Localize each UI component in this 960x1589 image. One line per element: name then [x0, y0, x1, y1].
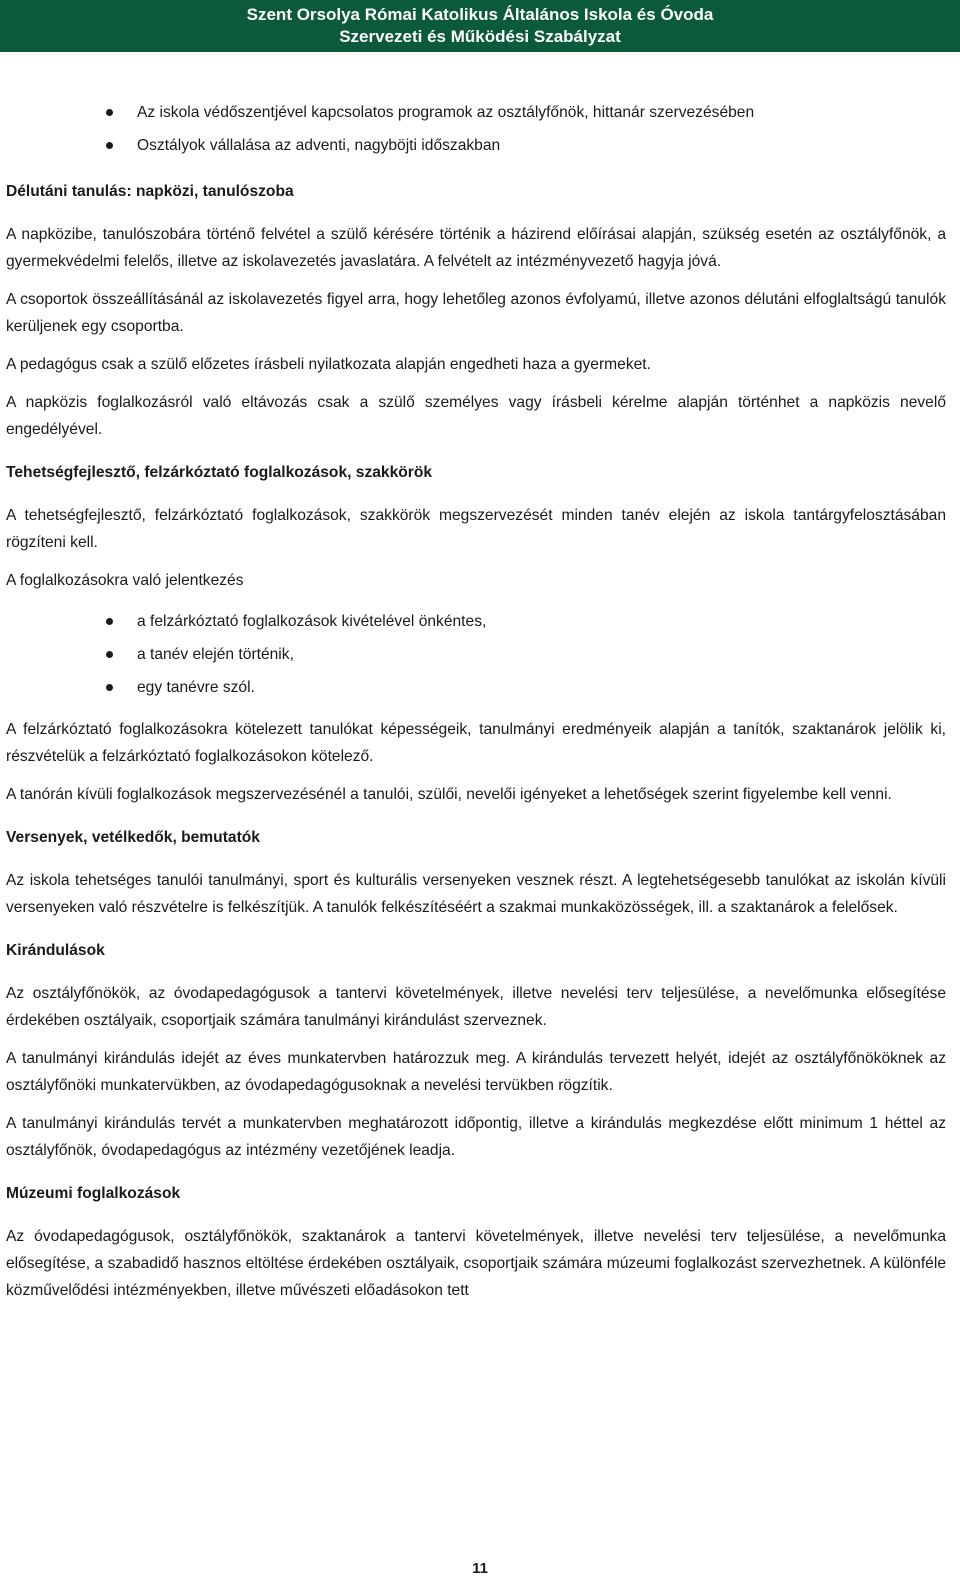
list-item: Osztályok vállalása az adventi, nagyböjti időszakban — [6, 129, 946, 162]
paragraph: A tanulmányi kirándulás tervét a munkatervben meghatározott időpontig, illetve a kirándulás megkezdése előtt minimum 1 héttel az osztályfőnök, óvodapedagógus az intézmény vezetőjének leadja. — [6, 1115, 946, 1159]
bullet-list-jelentkezes — [6, 605, 946, 704]
list-item: Az iskola védőszentjével kapcsolatos programok az osztályfőnök, hittanár szervezésében — [6, 96, 946, 129]
paragraph: A napközis foglalkozásról való eltávozás csak a szülő személyes vagy írásbeli kérelme alapján történhet a napközis nevelő engedélyével. — [6, 394, 946, 438]
section-heading-kirandulasok: Kirándulások — [6, 942, 105, 959]
header-school-name: Szent Orsolya Római Katolikus Általános Iskola és Óvoda — [246, 5, 714, 24]
paragraph: A tanórán kívüli foglalkozások megszervezésénél a tanulói, szülői, nevelői igényeket a lehetőségek szerint figyelembe kell venni. — [6, 786, 892, 803]
bullet-list-programs — [6, 96, 946, 162]
section-heading-versenyek: Versenyek, vetélkedők, bemutatók — [6, 829, 260, 846]
list-item: a tanév elején történik, — [6, 638, 946, 671]
bullet-icon — [106, 142, 113, 149]
bullet-icon — [106, 618, 113, 625]
paragraph: A napközibe, tanulószobára történő felvétel a szülő kérésére történik a házirend előírásai alapján, szükség esetén az osztályfőnök, a gyermekvédelmi felelős, illetve az iskolavezetés javaslatára. A felvételt az intézményvezető hagyja jóvá. — [6, 226, 946, 270]
list-item: egy tanévre szól. — [6, 671, 946, 704]
section-heading-tehetseg: Tehetségfejlesztő, felzárkóztató foglalkozások, szakkörök — [6, 464, 433, 481]
header-document-title: Szervezeti és Működési Szabályzat — [339, 27, 621, 46]
paragraph: A csoportok összeállításánál az iskolavezetés figyel arra, hogy lehetőleg azonos évfolyamú, illetve azonos délutáni elfoglaltságú tanulók kerüljenek egy csoportba. — [6, 291, 946, 335]
paragraph: Az óvodapedagógusok, osztályfőnökök, szaktanárok a tantervi követelmények, illetve nevelési terv teljesülése, a nevelőmunka elősegítése, a szabadidő hasznos eltöltése érdekében osztályaik, csoportjaik számára múzeumi foglalkozást szervezhetnek. A különféle közművelődési intézményekben, illetve művészeti előadásokon tett — [6, 1228, 946, 1299]
page-number: 11 — [472, 1560, 488, 1577]
paragraph: Az iskola tehetséges tanulói tanulmányi, sport és kulturális versenyeken vesznek részt. A legtehetségesebb tanulókat az iskolán kívüli versenyeken való részvételre is felkészítjük. A tanulók felkészítéséért a szakmai munkaközösségek, ill. a szaktanárok a felelősek. — [6, 872, 946, 916]
bullet-icon — [106, 109, 113, 116]
section-heading-muzeumi: Múzeumi foglalkozások — [6, 1185, 181, 1202]
paragraph: A foglalkozásokra való jelentkezés — [6, 572, 244, 589]
paragraph: A tanulmányi kirándulás idejét az éves munkatervben határozzuk meg. A kirándulás tervezett helyét, idejét az osztályfőnököknek az osztályfőnöki munkatervükben, az óvodapedagógusoknak a nevelési tervükben rögzítik. — [6, 1050, 946, 1094]
document-header — [0, 0, 960, 52]
section-heading-delutani: Délutáni tanulás: napközi, tanulószoba — [6, 183, 294, 200]
bullet-icon — [106, 684, 113, 691]
document-body — [6, 96, 946, 1315]
list-item: a felzárkóztató foglalkozások kivételével önkéntes, — [6, 605, 946, 638]
paragraph: A tehetségfejlesztő, felzárkóztató foglalkozások, szakkörök megszervezését minden tanév elején az iskola tantárgyfelosztásában rögzíteni kell. — [6, 507, 946, 551]
paragraph: A pedagógus csak a szülő előzetes írásbeli nyilatkozata alapján engedheti haza a gyermeket. — [6, 356, 651, 373]
paragraph: Az osztályfőnökök, az óvodapedagógusok a tantervi követelmények, illetve nevelési terv teljesülése, a nevelőmunka elősegítése érdekében osztályaik, csoportjaik számára tanulmányi kirándulást szerveznek. — [6, 985, 946, 1029]
paragraph: A felzárkóztató foglalkozásokra kötelezett tanulókat képességeik, tanulmányi eredményeik alapján a tanítók, szaktanárok jelölik ki, részvételük a felzárkóztató foglalkozásokon kötelező. — [6, 721, 946, 765]
bullet-icon — [106, 651, 113, 658]
